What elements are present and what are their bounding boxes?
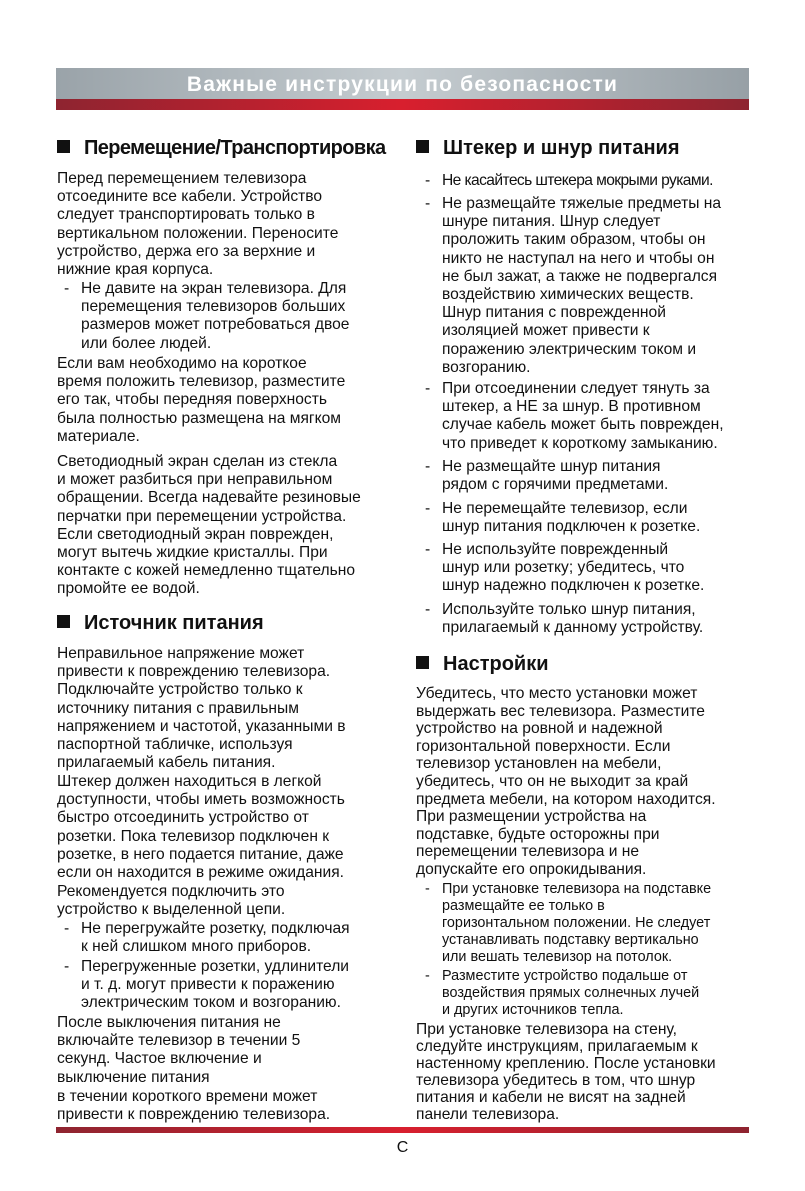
bullet-item: - Используйте только шнур питания, прилагаемый к данному устройству. xyxy=(425,601,703,637)
paragraph: Штекер должен находиться в легкой доступности, чтобы иметь возможность быстро отсоединить устройство от розетки. Пока телевизор подключен к розетке, в него подается питание, даже если он находится в режиме ожидания. xyxy=(57,773,345,882)
paragraph: в течении короткого времени может привести к повреждению телевизора. xyxy=(57,1088,331,1124)
paragraph: Если вам необходимо на короткое время положить телевизор, разместите его так, чтобы передняя поверхность была полностью размещена на мягком материале. xyxy=(57,355,346,445)
paragraph: Рекомендуется подключить это устройство к выделенной цепи. xyxy=(57,883,286,919)
paragraph: Неправильное напряжение может привести к повреждению телевизора. Подключайте устройство только к источнику питания с правильным напряжением и частотой, указанными в паспортной табличке, используя прилагаемый кабель питания. xyxy=(57,645,346,772)
bullet-item: - Не размещайте тяжелые предметы на шнуре питания. Шнур следует проложить таким образом, чтобы он никто не наступал на него и чтобы он не был зажат, а также не подвергался воздействию химических веществ. Шнур питания с поврежденной изоляцией может привести к поражению электрическим током и возгоранию. xyxy=(425,195,721,377)
bullet-item: - Не давите на экран телевизора. Для перемещения телевизоров больших размеров может потребоваться двое или более людей. xyxy=(64,280,349,353)
bullet-item: - Не перегружайте розетку, подключая к ней слишком много приборов. xyxy=(64,920,350,956)
section-heading-plug: Штекер и шнур питания xyxy=(416,136,680,160)
paragraph: После выключения питания не включайте телевизор в течении 5 секунд. Частое включение и выключение питания xyxy=(57,1014,301,1086)
paragraph: При установке телевизора на стену, следуйте инструкциям, прилагаемым к настенному креплению. После установки телевизора убедитесь в том, что шнур питания и кабели не висят на задней панели телевизора. xyxy=(416,1021,716,1123)
bullet-item: - При отсоединении следует тянуть за штекер, а НЕ за шнур. В противном случае кабель может быть поврежден, что приведет к короткому замыканию. xyxy=(425,380,724,453)
section-heading-power: Источник питания xyxy=(57,611,264,635)
paragraph: Светодиодный экран сделан из стекла и может разбиться при неправильном обращении. Всегда надевайте резиновые перчатки при перемещении устройства. Если светодиодный экран поврежден, могут вытечь жидкие кристаллы. При контакте с кожей немедленно тщательно промойте ее водой. xyxy=(57,453,361,598)
square-bullet-icon xyxy=(57,140,70,153)
section-heading-transport: Перемещение/Транспортировка xyxy=(57,136,386,160)
paragraph: Перед перемещением телевизора отсоедините все кабели. Устройство следует транспортировать только в вертикальном положении. Переносите устройство, держа его за верхние и нижние края корпуса. xyxy=(57,170,339,279)
header-red-band xyxy=(56,99,749,110)
square-bullet-icon xyxy=(416,140,429,153)
footer-red-rule xyxy=(56,1127,749,1133)
bullet-item: - Не касайтесь штекера мокрыми руками. xyxy=(425,172,713,190)
bullet-item: - Не перемещайте телевизор, если шнур питания подключен к розетке. xyxy=(425,500,700,536)
square-bullet-icon xyxy=(416,656,429,669)
bullet-item: - При установке телевизора на подставке размещайте ее только в горизонтальном положении. Не следует устанавливать подставку вертикально или вешать телевизор на потолок. xyxy=(425,881,711,966)
bullet-item: - Не размещайте шнур питания рядом с горячими предметами. xyxy=(425,458,668,494)
section-heading-setup: Настройки xyxy=(416,652,549,676)
paragraph: Убедитесь, что место установки может выдержать вес телевизора. Разместите устройство на ровной и надежной горизонтальной поверхности. Если телевизор установлен на мебели, убедитесь, что он не выходит за край предмета мебели, на котором находится. При размещении устройства на подставке, будьте осторожны при перемещении телевизора и не допускайте его опрокидывания. xyxy=(416,685,716,878)
square-bullet-icon xyxy=(57,615,70,628)
bullet-item: - Разместите устройство подальше от воздействия прямых солнечных лучей и других источников тепла. xyxy=(425,968,699,1019)
page-title: Важные инструкции по безопасности xyxy=(186,73,619,96)
bullet-item: - Не используйте поврежденный шнур или розетку; убедитесь, что шнур надежно подключен к розетке. xyxy=(425,541,704,596)
page-number: C xyxy=(396,1139,409,1156)
page-header-banner xyxy=(56,68,749,110)
bullet-item: - Перегруженные розетки, удлинители и т. д. могут привести к поражению электрическим током и возгоранию. xyxy=(64,958,349,1013)
